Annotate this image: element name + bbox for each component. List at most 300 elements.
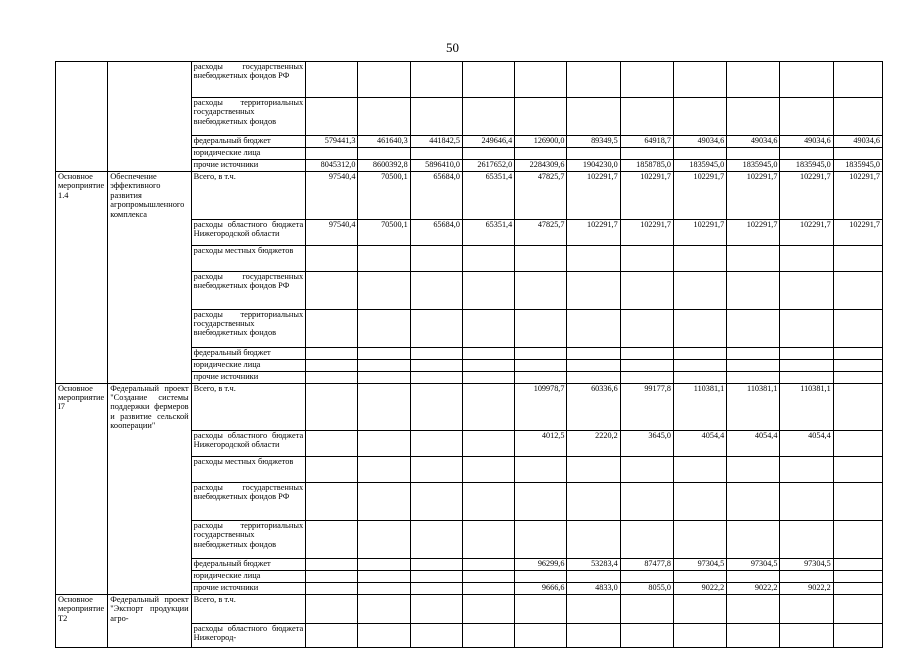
measure-code-cell: Основное мероприятие I7 <box>56 383 108 431</box>
value-cell <box>727 571 780 583</box>
value-cell <box>620 521 673 559</box>
value-cell: 102291,7 <box>780 172 833 220</box>
value-cell <box>462 371 514 383</box>
value-cell: 579441,3 <box>306 136 358 148</box>
value-cell <box>358 521 410 559</box>
table-row <box>56 347 883 359</box>
measure-code-cell <box>56 559 108 571</box>
value-cell <box>673 571 726 583</box>
value-cell <box>833 347 882 359</box>
value-cell <box>358 571 410 583</box>
value-cell <box>306 359 358 371</box>
value-cell <box>462 359 514 371</box>
value-cell: 47825,7 <box>515 172 567 220</box>
value-cell <box>358 148 410 160</box>
value-cell <box>358 595 410 624</box>
value-cell <box>727 595 780 624</box>
funding-source-cell: расходы областного бюджета Нижегород- <box>191 623 306 647</box>
measure-code-cell <box>56 245 108 271</box>
funding-source-cell: расходы государственных внебюджетных фондов РФ <box>191 483 306 521</box>
value-cell: 126900,0 <box>515 136 567 148</box>
value-cell <box>306 245 358 271</box>
value-cell <box>833 371 882 383</box>
value-cell <box>410 623 462 647</box>
value-cell <box>410 457 462 483</box>
table-row <box>56 583 883 595</box>
value-cell <box>780 271 833 309</box>
value-cell <box>833 309 882 347</box>
value-cell <box>620 347 673 359</box>
value-cell <box>620 623 673 647</box>
value-cell: 249646,4 <box>462 136 514 148</box>
value-cell <box>410 595 462 624</box>
measure-name-cell <box>108 431 191 457</box>
value-cell <box>567 371 620 383</box>
value-cell: 4054,4 <box>780 431 833 457</box>
value-cell <box>833 571 882 583</box>
measure-name-cell <box>108 219 191 245</box>
value-cell: 97304,5 <box>780 559 833 571</box>
table-row <box>56 483 883 521</box>
page-number: 50 <box>446 40 459 55</box>
value-cell <box>833 431 882 457</box>
measure-code-cell <box>56 359 108 371</box>
table-row <box>56 359 883 371</box>
value-cell: 97304,5 <box>673 559 726 571</box>
value-cell <box>410 62 462 98</box>
measure-name-cell <box>108 160 191 172</box>
value-cell <box>306 98 358 136</box>
measure-name-cell <box>108 571 191 583</box>
value-cell <box>727 271 780 309</box>
value-cell <box>727 62 780 98</box>
value-cell: 102291,7 <box>833 219 882 245</box>
value-cell <box>306 62 358 98</box>
value-cell <box>780 359 833 371</box>
value-cell <box>833 148 882 160</box>
value-cell: 89349,5 <box>567 136 620 148</box>
value-cell: 102291,7 <box>673 172 726 220</box>
measure-name-cell <box>108 457 191 483</box>
measure-code-cell <box>56 583 108 595</box>
funding-source-cell: расходы территориальных государственных внебюджетных фондов <box>191 98 306 136</box>
value-cell <box>567 595 620 624</box>
value-cell <box>306 571 358 583</box>
value-cell <box>358 383 410 431</box>
value-cell <box>462 623 514 647</box>
measure-name-cell <box>108 148 191 160</box>
budget-table <box>55 61 883 648</box>
measure-name-cell <box>108 583 191 595</box>
value-cell <box>462 245 514 271</box>
funding-source-cell: расходы местных бюджетов <box>191 245 306 271</box>
value-cell <box>780 148 833 160</box>
value-cell <box>410 271 462 309</box>
value-cell <box>833 457 882 483</box>
funding-source-cell: расходы местных бюджетов <box>191 457 306 483</box>
value-cell <box>306 457 358 483</box>
value-cell <box>727 521 780 559</box>
value-cell: 65684,0 <box>410 219 462 245</box>
table-row <box>56 623 883 647</box>
value-cell: 1835945,0 <box>833 160 882 172</box>
value-cell: 1858785,0 <box>620 160 673 172</box>
value-cell <box>673 359 726 371</box>
value-cell <box>727 148 780 160</box>
value-cell <box>567 521 620 559</box>
value-cell <box>515 457 567 483</box>
value-cell: 65351,4 <box>462 219 514 245</box>
value-cell <box>620 457 673 483</box>
measure-code-cell: Основное мероприятие T2 <box>56 595 108 624</box>
value-cell <box>673 595 726 624</box>
value-cell: 102291,7 <box>567 219 620 245</box>
measure-code-cell <box>56 457 108 483</box>
value-cell <box>833 483 882 521</box>
value-cell <box>620 309 673 347</box>
value-cell <box>358 347 410 359</box>
value-cell: 102291,7 <box>727 172 780 220</box>
table-row <box>56 136 883 148</box>
value-cell: 1835945,0 <box>673 160 726 172</box>
value-cell <box>567 483 620 521</box>
value-cell: 87477,8 <box>620 559 673 571</box>
value-cell: 96299,6 <box>515 559 567 571</box>
table-row <box>56 245 883 271</box>
value-cell <box>833 245 882 271</box>
value-cell: 9022,2 <box>673 583 726 595</box>
value-cell <box>833 595 882 624</box>
measure-code-cell <box>56 271 108 309</box>
value-cell <box>673 521 726 559</box>
value-cell <box>515 271 567 309</box>
value-cell <box>780 595 833 624</box>
funding-source-cell: расходы областного бюджета Нижегородской области <box>191 219 306 245</box>
value-cell <box>727 457 780 483</box>
value-cell: 3645,0 <box>620 431 673 457</box>
funding-source-cell: Всего, в т.ч. <box>191 595 306 624</box>
value-cell <box>780 62 833 98</box>
value-cell: 53283,4 <box>567 559 620 571</box>
value-cell: 70500,1 <box>358 219 410 245</box>
value-cell: 102291,7 <box>727 219 780 245</box>
value-cell: 65684,0 <box>410 172 462 220</box>
measure-code-cell <box>56 309 108 347</box>
value-cell: 110381,1 <box>673 383 726 431</box>
value-cell <box>306 483 358 521</box>
value-cell <box>620 571 673 583</box>
value-cell <box>567 309 620 347</box>
value-cell <box>306 559 358 571</box>
funding-source-cell: Всего, в т.ч. <box>191 383 306 431</box>
value-cell <box>306 148 358 160</box>
value-cell <box>462 431 514 457</box>
value-cell <box>567 98 620 136</box>
value-cell <box>358 483 410 521</box>
value-cell <box>358 371 410 383</box>
measure-code-cell <box>56 431 108 457</box>
value-cell: 102291,7 <box>620 172 673 220</box>
value-cell <box>727 347 780 359</box>
value-cell <box>673 98 726 136</box>
value-cell <box>358 457 410 483</box>
value-cell: 4012,5 <box>515 431 567 457</box>
value-cell <box>515 309 567 347</box>
measure-code-cell <box>56 483 108 521</box>
measure-name-cell <box>108 359 191 371</box>
funding-source-cell: расходы государственных внебюджетных фондов РФ <box>191 271 306 309</box>
value-cell: 4054,4 <box>727 431 780 457</box>
value-cell <box>515 347 567 359</box>
value-cell <box>780 371 833 383</box>
value-cell <box>410 359 462 371</box>
measure-name-cell <box>108 559 191 571</box>
value-cell <box>620 245 673 271</box>
funding-source-cell: юридические лица <box>191 148 306 160</box>
value-cell <box>567 347 620 359</box>
value-cell <box>358 62 410 98</box>
value-cell <box>780 245 833 271</box>
table-row <box>56 219 883 245</box>
value-cell <box>567 623 620 647</box>
value-cell <box>620 98 673 136</box>
value-cell <box>780 521 833 559</box>
value-cell: 64918,7 <box>620 136 673 148</box>
value-cell <box>515 62 567 98</box>
table-row <box>56 160 883 172</box>
table-row <box>56 559 883 571</box>
funding-source-cell: прочие источники <box>191 371 306 383</box>
value-cell <box>833 521 882 559</box>
value-cell: 102291,7 <box>780 219 833 245</box>
value-cell: 97540,4 <box>306 172 358 220</box>
value-cell <box>462 271 514 309</box>
funding-source-cell: расходы государственных внебюджетных фондов РФ <box>191 62 306 98</box>
value-cell <box>306 431 358 457</box>
value-cell: 1904230,0 <box>567 160 620 172</box>
value-cell <box>358 271 410 309</box>
measure-name-cell <box>108 623 191 647</box>
value-cell <box>306 595 358 624</box>
value-cell <box>833 98 882 136</box>
value-cell <box>833 62 882 98</box>
value-cell <box>567 148 620 160</box>
value-cell <box>358 245 410 271</box>
measure-name-cell <box>108 98 191 136</box>
measure-name-cell <box>108 521 191 559</box>
value-cell <box>462 98 514 136</box>
value-cell <box>306 371 358 383</box>
measure-code-cell <box>56 148 108 160</box>
value-cell <box>410 571 462 583</box>
value-cell <box>306 383 358 431</box>
value-cell <box>620 359 673 371</box>
value-cell <box>410 521 462 559</box>
value-cell <box>673 62 726 98</box>
value-cell <box>780 347 833 359</box>
funding-source-cell: расходы территориальных государственных внебюджетных фондов <box>191 521 306 559</box>
measure-name-cell <box>108 245 191 271</box>
value-cell <box>462 595 514 624</box>
value-cell <box>567 62 620 98</box>
measure-name-cell <box>108 62 191 98</box>
value-cell <box>462 62 514 98</box>
value-cell <box>358 623 410 647</box>
value-cell <box>727 245 780 271</box>
measure-code-cell <box>56 521 108 559</box>
value-cell <box>673 271 726 309</box>
value-cell <box>727 309 780 347</box>
value-cell <box>780 457 833 483</box>
value-cell <box>673 347 726 359</box>
value-cell: 8600392,8 <box>358 160 410 172</box>
value-cell: 9022,2 <box>780 583 833 595</box>
measure-code-cell <box>56 136 108 148</box>
measure-name-cell <box>108 371 191 383</box>
funding-source-cell: федеральный бюджет <box>191 136 306 148</box>
funding-source-cell: Всего, в т.ч. <box>191 172 306 220</box>
value-cell: 1835945,0 <box>780 160 833 172</box>
value-cell <box>515 571 567 583</box>
value-cell <box>567 245 620 271</box>
value-cell <box>673 483 726 521</box>
value-cell <box>673 371 726 383</box>
value-cell <box>727 623 780 647</box>
value-cell <box>358 359 410 371</box>
value-cell <box>833 623 882 647</box>
value-cell <box>780 309 833 347</box>
measure-name-cell: Федеральный проект "Экспорт продукции агро- <box>108 595 191 624</box>
value-cell <box>410 148 462 160</box>
measure-name-cell <box>108 136 191 148</box>
value-cell: 102291,7 <box>833 172 882 220</box>
value-cell <box>462 559 514 571</box>
value-cell <box>727 98 780 136</box>
table-row <box>56 595 883 624</box>
value-cell <box>410 98 462 136</box>
funding-source-cell: прочие источники <box>191 160 306 172</box>
measure-code-cell: Основное мероприятие 1.4 <box>56 172 108 220</box>
value-cell <box>306 309 358 347</box>
value-cell <box>462 148 514 160</box>
table-row <box>56 309 883 347</box>
value-cell <box>515 98 567 136</box>
value-cell <box>515 359 567 371</box>
value-cell <box>515 148 567 160</box>
measure-name-cell: Обеспечение эффективного развития агропромышленного комплекса <box>108 172 191 220</box>
value-cell <box>673 623 726 647</box>
value-cell: 110381,1 <box>727 383 780 431</box>
table-row <box>56 571 883 583</box>
table-row <box>56 431 883 457</box>
value-cell: 49034,6 <box>673 136 726 148</box>
value-cell <box>833 583 882 595</box>
value-cell <box>727 483 780 521</box>
value-cell <box>833 559 882 571</box>
value-cell: 65351,4 <box>462 172 514 220</box>
measure-code-cell <box>56 571 108 583</box>
value-cell <box>410 559 462 571</box>
value-cell <box>410 347 462 359</box>
funding-source-cell: расходы территориальных государственных внебюджетных фондов <box>191 309 306 347</box>
value-cell <box>515 371 567 383</box>
value-cell <box>462 571 514 583</box>
value-cell: 2220,2 <box>567 431 620 457</box>
value-cell <box>462 457 514 483</box>
table-row <box>56 457 883 483</box>
value-cell <box>620 271 673 309</box>
value-cell: 47825,7 <box>515 219 567 245</box>
funding-source-cell: юридические лица <box>191 359 306 371</box>
table-row <box>56 371 883 383</box>
measure-code-cell <box>56 219 108 245</box>
value-cell <box>673 245 726 271</box>
value-cell <box>515 623 567 647</box>
value-cell <box>462 347 514 359</box>
value-cell <box>567 457 620 483</box>
table-row <box>56 271 883 309</box>
value-cell: 102291,7 <box>567 172 620 220</box>
value-cell <box>620 595 673 624</box>
value-cell <box>515 521 567 559</box>
value-cell: 4054,4 <box>673 431 726 457</box>
value-cell <box>567 271 620 309</box>
value-cell <box>780 623 833 647</box>
value-cell <box>358 431 410 457</box>
value-cell <box>462 383 514 431</box>
value-cell: 97540,4 <box>306 219 358 245</box>
value-cell <box>462 583 514 595</box>
value-cell: 9022,2 <box>727 583 780 595</box>
value-cell <box>306 583 358 595</box>
measure-code-cell <box>56 160 108 172</box>
value-cell <box>410 245 462 271</box>
value-cell: 2284309,6 <box>515 160 567 172</box>
value-cell: 461640,3 <box>358 136 410 148</box>
value-cell: 49034,6 <box>780 136 833 148</box>
value-cell <box>462 483 514 521</box>
value-cell <box>515 595 567 624</box>
measure-name-cell <box>108 271 191 309</box>
funding-source-cell: федеральный бюджет <box>191 559 306 571</box>
value-cell <box>358 309 410 347</box>
value-cell <box>462 521 514 559</box>
value-cell <box>833 271 882 309</box>
funding-source-cell: расходы областного бюджета Нижегородской области <box>191 431 306 457</box>
value-cell: 60336,6 <box>567 383 620 431</box>
value-cell <box>410 431 462 457</box>
value-cell <box>410 483 462 521</box>
value-cell <box>833 383 882 431</box>
funding-source-cell: федеральный бюджет <box>191 347 306 359</box>
value-cell <box>833 359 882 371</box>
measure-code-cell <box>56 371 108 383</box>
value-cell <box>358 559 410 571</box>
measure-name-cell: Федеральный проект "Создание системы поддержки фермеров и развитие сельской кооперации" <box>108 383 191 431</box>
value-cell <box>620 371 673 383</box>
value-cell <box>462 309 514 347</box>
value-cell: 441842,5 <box>410 136 462 148</box>
value-cell <box>780 98 833 136</box>
value-cell <box>567 571 620 583</box>
value-cell: 70500,1 <box>358 172 410 220</box>
measure-code-cell <box>56 623 108 647</box>
value-cell: 49034,6 <box>833 136 882 148</box>
table-row <box>56 383 883 431</box>
value-cell <box>567 359 620 371</box>
value-cell <box>780 483 833 521</box>
measure-code-cell <box>56 62 108 98</box>
